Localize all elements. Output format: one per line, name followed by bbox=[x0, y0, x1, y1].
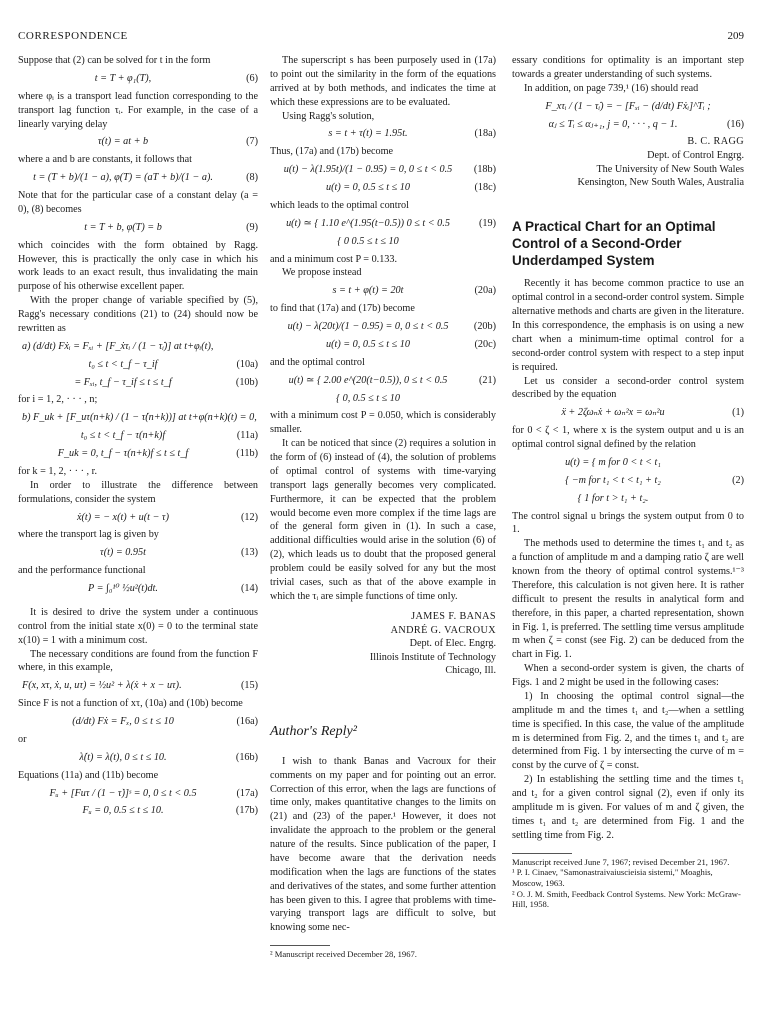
equation-16-corrected-line2: αⱼ ≤ Tᵢ ≤ αⱼ₊₁, j = 0, · · · , q − 1. (16) bbox=[548, 118, 744, 130]
affiliation: Kensington, New South Wales, Australia bbox=[577, 177, 744, 189]
equation-16b: λ̇(t) = λ(t), 0 ≤ t ≤ 10. (16b) bbox=[79, 751, 258, 763]
equation-20b: u(t) − λ(20t)/(1 − 0.95) = 0, 0 ≤ t < 0.5 (20b) bbox=[287, 321, 496, 332]
equation-2-line3: { 1 for t > t₁ + t₂. bbox=[577, 492, 649, 504]
equation-10a-line2: t₀ ≤ t < t_f − τ_if (10a) bbox=[88, 358, 258, 370]
paragraph: to find that (17a) and (17b) become bbox=[270, 303, 415, 315]
affiliation: Dept. of Elec. Engrg. bbox=[409, 638, 496, 650]
paragraph: The methods used to determine the times t₁ and t₂ as a function of amplitude m and a damping ratio ζ are well known from the theory of optimal control systems.¹⁻³ Therefore, this calculation is not given here. It is rather difficult to present the results in analytical form and therefore, in this paper, a charted representation, shown in Fig. 1, is preferred. The settling time versus amplitude m when ζ = const (see Fig. 2) can be deduced from the chart in Fig. 1. bbox=[512, 538, 744, 661]
author-name: ANDRÉ G. VACROUX bbox=[390, 624, 496, 636]
paragraph: Using Ragg's solution, bbox=[282, 110, 375, 122]
page-number: 209 bbox=[727, 30, 744, 42]
equation-13: τ(t) = 0.95t (13) bbox=[100, 547, 258, 559]
affiliation: The University of New South Wales bbox=[596, 163, 744, 175]
paragraph: Let us consider a second-order control system described by the equation bbox=[512, 375, 744, 401]
equation-9: t = T + b, φ(T) = b (9) bbox=[84, 221, 258, 233]
paragraph: When a second-order system is given, the charts of Figs. 1 and 2 might be used in the following cases: bbox=[512, 663, 744, 689]
paragraph: We propose instead bbox=[282, 267, 362, 279]
equation-20c: u(t) = 0, 0.5 ≤ t ≤ 10 (20c) bbox=[326, 338, 496, 350]
affiliation: Illinois Institute of Technology bbox=[369, 651, 496, 663]
equation-6: t = T + φ₁(T), (6) bbox=[94, 72, 258, 84]
paragraph: which leads to the optimal control bbox=[270, 199, 409, 211]
equation-19-line1: u(t) ≃ { 1.10 e^(1.95(t−0.5)) 0 ≤ t < 0.5 (19) bbox=[286, 217, 496, 229]
paragraph: Suppose that (2) can be solved for t in the form bbox=[18, 55, 211, 66]
paragraph: The necessary conditions are found from the function F where, in this example, bbox=[18, 648, 258, 674]
paragraph: which coincides with the form obtained by Ragg. However, this is practically the only case in which his work leads to an exact result, thus invalidating the main purpose of his otherwise excellent paper. bbox=[18, 239, 258, 293]
equation-8: t = (T + b)/(1 − a), φ(T) = (aT + b)/(1 − a). (8) bbox=[33, 172, 258, 184]
paragraph: where φᵢ is a transport lead function corresponding to the transport lag function τᵢ. For example, in the case of a linearly varying delay bbox=[18, 90, 258, 130]
paragraph: Equations (11a) and (11b) become bbox=[18, 769, 159, 781]
equation-2-line1: u(t) = { m for 0 < t < t₁ bbox=[565, 456, 661, 468]
paragraph: where a and b are constants, it follows that bbox=[18, 154, 192, 166]
paragraph: I wish to thank Banas and Vacroux for their comments on my paper and for pointing out an error. Correction of this error, when the lags are functions of time only, makes quantitative changes to the limits on (21) and (23) of the paper.¹ However, it does not invalidate the approach to the problem or the general nature of the results. Since publication of the paper, I have become aware that the derivation needs modification when the lags are functions of the states and derivatives of the states, and some further attention has been given to this. I agree that problems with time-varying transport lags are difficult to solve, but knowing some nec- bbox=[270, 755, 496, 934]
affiliation: Dept. of Control Engrg. bbox=[647, 150, 744, 162]
paragraph: Recently it has become common practice to use an optimal control in a second-order control system. Simple alternative methods and charts are given in the literature. In this correspondence, the emphasis is on using a new chart when a minimum-time optimal control for a second-order control system with respect to a step input is required. bbox=[512, 278, 744, 373]
equation-1: ẍ + 2ζωₙẋ + ωₙ²x = ωₙ²u (1) bbox=[561, 407, 744, 419]
equation-16a: (d/dt) Fẋ = Fₓ, 0 ≤ t ≤ 10 (16a) bbox=[72, 716, 258, 727]
column-right bbox=[512, 54, 744, 910]
article-title: A Practical Chart for an Optimal Control of a Second-Order Underdamped System bbox=[512, 218, 716, 269]
paragraph: With the proper change of variable specified by (5), Ragg's necessary conditions (21) to (24) should now be rewritten as bbox=[18, 295, 258, 334]
paragraph: or bbox=[18, 733, 27, 745]
footnote-divider bbox=[512, 853, 572, 854]
equation-20a: s = t + φ(t) = 20t (20a) bbox=[332, 285, 496, 297]
section-title: Author's Reply² bbox=[270, 723, 357, 739]
running-header: CORRESPONDENCE bbox=[18, 30, 128, 42]
equation-15: F(x, xτ, ẋ, u, uτ) = ½u² + λ(ẋ + x − uτ). (15) bbox=[22, 680, 258, 692]
paragraph: The superscript s has been purposely used in (17a) to point out the similarity in the form of the equations arrived at by both methods, and indicates the time at which these expressions are to be evaluated. bbox=[270, 55, 496, 108]
paragraph: 1) In choosing the optimal control signal—the amplitude m and the times t₁ and t₂—when a settling time is specified. In this case, the value of the amplitude m is determined from Fig. 2, and the times t₁ and t₂ are determined from Fig. 1 by intersecting the curve of m = const by the curve of ζ = const. bbox=[512, 690, 744, 772]
footnote: ² Manuscript received December 28, 1967. bbox=[270, 949, 417, 960]
equation-19-line2: { 0 0.5 ≤ t ≤ 10 bbox=[337, 235, 399, 247]
footnote: ² O. J. M. Smith, Feedback Control Systems. New York: McGraw-Hill, 1958. bbox=[512, 888, 741, 910]
equation-14: P = ∫₀¹⁰ ½u²(t)dt. (14) bbox=[88, 583, 258, 594]
author-name: B. C. RAGG bbox=[687, 136, 744, 148]
equation-2-line2: { −m for t₁ < t < t₁ + t₂ (2) bbox=[565, 474, 744, 486]
paragraph: 2) In establishing the settling time and the times t₁ and t₂ for a given control signal (2), even if only its amplitude m is given. For values of m and ζ given, the times t₁ and t₂ are determined from Fig. 1 and the settling time from Fig. 2. bbox=[512, 774, 744, 841]
footnote-divider bbox=[270, 945, 330, 946]
footnote: Manuscript received June 7, 1967; revised December 21, 1967. bbox=[512, 856, 730, 867]
paragraph: and the optimal control bbox=[270, 356, 365, 368]
paragraph: In order to illustrate the difference between formulations, consider the system bbox=[18, 479, 258, 505]
equation-11a-line2: t₀ ≤ t < t_f − τ(n+k)f (11a) bbox=[80, 430, 258, 442]
equation-21-line2: { 0, 0.5 ≤ t ≤ 10 bbox=[336, 392, 400, 404]
equation-12: ẋ(t) = − x(t) + u(t − τ) (12) bbox=[77, 511, 258, 523]
equation-16-corrected-line1: F_xτᵢ / (1 − τ̇ᵢ) = − [Fₓᵢ − (d/dt) Fẋᵢ]^Tᵢ ; bbox=[545, 100, 711, 112]
equation-11a-line1: b) F_uk + [F_uτ(n+k) / (1 − τ̇(n+k))] at t+φ(n+k)(t) = 0, bbox=[22, 412, 257, 424]
paragraph: and a minimum cost P = 0.133. bbox=[270, 253, 398, 265]
equation-11b: F_uk = 0, t_f − τ(n+k)f ≤ t ≤ t_f (11b) bbox=[57, 448, 258, 459]
paragraph: essary conditions for optimality is an important step towards a greater understanding of such systems. bbox=[512, 55, 744, 80]
column-middle bbox=[270, 54, 496, 960]
affiliation: Chicago, Ill. bbox=[445, 665, 496, 677]
paragraph: with a minimum cost P = 0.050, which is considerably smaller. bbox=[270, 410, 496, 436]
equation-10a-line1: a) (d/dt) Fẋᵢ = Fₓᵢ + [F_ẋτᵢ / (1 − τ̇ᵢ)] at t+φᵢ(t), bbox=[22, 340, 214, 352]
paragraph: for 0 < ζ < 1, where x is the system output and u is an optimal control signal defined by the relation bbox=[512, 425, 744, 451]
footnote: ¹ P. I. Cinaev, "Samonastraivaiuscieisia sistemi," Moaghis, Moscow, 1963. bbox=[512, 867, 713, 888]
paragraph: Thus, (17a) and (17b) become bbox=[270, 146, 394, 158]
equation-7: τ(t) = at + b (7) bbox=[97, 136, 258, 148]
paragraph: for i = 1, 2, · · · , n; bbox=[18, 394, 98, 406]
paragraph: Note that for the particular case of a constant delay (a = 0), (8) becomes bbox=[18, 190, 258, 215]
paragraph: where the transport lag is given by bbox=[18, 529, 159, 541]
paragraph: In addition, on page 739,¹ (16) should read bbox=[524, 82, 699, 94]
equation-18a: s = t + τ(t) = 1.95t. (18a) bbox=[328, 128, 496, 140]
equation-10b: = Fₓᵢ, t_f − τ_if ≤ t ≤ t_f (10b) bbox=[74, 376, 258, 388]
author-name: JAMES F. BANAS bbox=[411, 610, 496, 622]
paragraph: Since F is not a function of xτ, (10a) and (10b) become bbox=[18, 698, 243, 710]
paragraph: The control signal u brings the system output from 0 to 1. bbox=[512, 510, 744, 536]
paragraph: and the performance functional bbox=[18, 565, 146, 577]
column-left bbox=[18, 54, 258, 822]
equation-18c: u(t) = 0, 0.5 ≤ t ≤ 10 (18c) bbox=[326, 182, 496, 193]
equation-17a: Fᵤ + [Fuτ / (1 − τ̇)]ˢ = 0, 0 ≤ t < 0.5 (17a) bbox=[49, 787, 258, 799]
paragraph: for k = 1, 2, · · · , r. bbox=[18, 465, 98, 477]
equation-17b: Fᵤ = 0, 0.5 ≤ t ≤ 10. (17b) bbox=[82, 805, 258, 817]
paragraph: It is desired to drive the system under a continuous control from the initial state x(0) = 0 to the terminal state x(10) = 1 with a minimum cost. bbox=[18, 606, 258, 646]
paragraph: It can be noticed that since (2) requires a solution in the form of (6) instead of (4), the solution of problems of optimal control of systems with time-varying transport lags generally becomes very complicated. Furthermore, it can be expected that the problem would become even more complex if the time lags are of the general form given in (1). In such a case, additional difficulties would arise in the solution (6) of (2), which leads us to doubt that the proposed general problem could be easily solved for any but the most trivial cases, such as that of the above example in which the τᵢ are simple functions of time only. bbox=[270, 438, 496, 602]
equation-18b: u(t) − λ(1.95t)/(1 − 0.95) = 0, 0 ≤ t < 0.5 (18b) bbox=[283, 164, 496, 176]
equation-21-line1: u(t) ≃ { 2.00 e^(20(t−0.5)), 0 ≤ t < 0.5 (21) bbox=[288, 374, 496, 386]
